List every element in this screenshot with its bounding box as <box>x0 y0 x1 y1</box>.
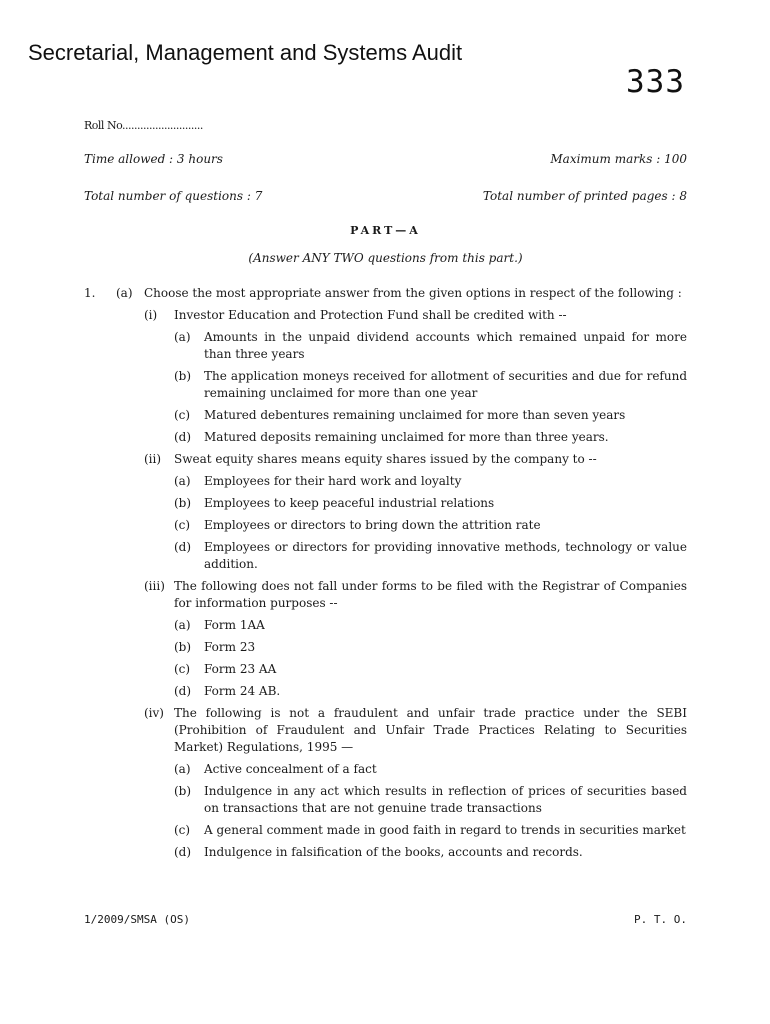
option-text: Active concealment of a fact <box>204 762 377 776</box>
paper-code: 333 <box>626 64 685 100</box>
sub-question <box>84 578 687 700</box>
option-label: (a) <box>174 762 191 776</box>
option-label: (c) <box>174 518 191 532</box>
sub-question <box>84 451 687 573</box>
option-item <box>174 822 687 839</box>
sub-question-number: (i) <box>144 308 158 322</box>
option-item <box>174 368 687 402</box>
option-item <box>174 761 687 778</box>
option-item <box>174 517 687 534</box>
document-title: Secretarial, Management and Systems Audit <box>28 40 463 65</box>
meta-row-time <box>84 152 687 166</box>
time-allowed: Time allowed : 3 hours <box>84 152 223 166</box>
option-item <box>174 539 687 573</box>
option-text: A general comment made in good faith in regard to trends in securities market <box>204 823 686 837</box>
sub-questions <box>84 307 687 861</box>
option-item <box>174 783 687 817</box>
option-item <box>174 407 687 424</box>
option-list <box>174 473 687 573</box>
option-item <box>174 473 687 490</box>
option-text: Employees to keep peaceful industrial relations <box>204 496 495 510</box>
option-list <box>174 329 687 446</box>
roll-number: Roll No........................... <box>84 119 203 132</box>
option-label: (a) <box>174 330 191 344</box>
option-text: Form 23 AA <box>204 662 277 676</box>
option-text: Amounts in the unpaid dividend accounts which remained unpaid for more than three years <box>204 330 687 361</box>
sub-question-text: Investor Education and Protection Fund shall be credited with -- <box>174 308 567 322</box>
option-item <box>174 683 687 700</box>
sub-question-header <box>144 451 687 468</box>
page-footer <box>84 913 687 926</box>
option-label: (c) <box>174 823 191 837</box>
option-text: Matured debentures remaining unclaimed for more than seven years <box>204 408 626 422</box>
option-label: (b) <box>174 496 192 510</box>
option-item <box>174 617 687 634</box>
option-label: (a) <box>174 618 191 632</box>
option-text: Matured deposits remaining unclaimed for more than three years. <box>204 430 609 444</box>
option-label: (d) <box>174 540 192 554</box>
footer-code: 1/2009/SMSA (OS) <box>84 913 190 926</box>
option-label: (c) <box>174 408 191 422</box>
question-header <box>84 285 687 302</box>
total-questions: Total number of questions : 7 <box>84 189 263 203</box>
total-pages: Total number of printed pages : 8 <box>482 189 687 203</box>
option-item <box>174 661 687 678</box>
option-text: Form 1AA <box>204 618 265 632</box>
option-item <box>174 329 687 363</box>
option-text: Form 24 AB. <box>204 684 281 698</box>
option-item <box>174 495 687 512</box>
option-label: (c) <box>174 662 191 676</box>
option-text: Indulgence in any act which results in reflection of prices of securities based on transactions that are not genuine trade transactions <box>204 784 687 815</box>
question-1 <box>84 285 687 861</box>
option-text: Employees or directors for providing innovative methods, technology or value addition. <box>204 540 687 571</box>
option-item <box>174 844 687 861</box>
part-heading: PART—A <box>350 224 421 237</box>
option-list <box>174 761 687 861</box>
sub-question-text: The following is not a fraudulent and unfair trade practice under the SEBI (Prohibition of Fraudulent and Unfair Trade Practices Relating to Securities Market) Regulations, 1995 — <box>174 706 687 754</box>
sub-question <box>84 705 687 861</box>
option-text: Employees or directors to bring down the attrition rate <box>204 518 541 532</box>
footer-pto: P. T. O. <box>634 913 687 926</box>
sub-question-text: The following does not fall under forms to be filed with the Registrar of Companies for information purposes -- <box>174 579 687 610</box>
question-text: Choose the most appropriate answer from the given options in respect of the following : <box>144 286 682 300</box>
option-label: (d) <box>174 430 192 444</box>
meta-row-counts <box>84 189 687 203</box>
question-part: (a) <box>116 286 133 300</box>
sub-question-header <box>144 705 687 756</box>
option-label: (d) <box>174 684 192 698</box>
maximum-marks: Maximum marks : 100 <box>550 152 687 166</box>
sub-question-header <box>144 578 687 612</box>
sub-question <box>84 307 687 446</box>
option-text: Form 23 <box>204 640 256 654</box>
option-item <box>174 639 687 656</box>
sub-question-number: (iv) <box>144 706 164 720</box>
sub-question-number: (iii) <box>144 579 165 593</box>
option-label: (b) <box>174 640 192 654</box>
sub-question-header <box>144 307 687 324</box>
sub-question-number: (ii) <box>144 452 162 466</box>
part-instruction: (Answer ANY TWO questions from this part.) <box>248 251 523 265</box>
sub-question-text: Sweat equity shares means equity shares issued by the company to -- <box>174 452 597 466</box>
option-label: (b) <box>174 784 192 798</box>
option-list <box>174 617 687 700</box>
option-text: The application moneys received for allotment of securities and due for refund remaining unclaimed for more than one year <box>204 369 687 400</box>
option-label: (b) <box>174 369 192 383</box>
option-label: (a) <box>174 474 191 488</box>
option-label: (d) <box>174 845 192 859</box>
option-text: Indulgence in falsification of the books, accounts and records. <box>204 845 583 859</box>
option-item <box>174 429 687 446</box>
question-number: 1. <box>84 286 96 300</box>
option-text: Employees for their hard work and loyalty <box>204 474 462 488</box>
